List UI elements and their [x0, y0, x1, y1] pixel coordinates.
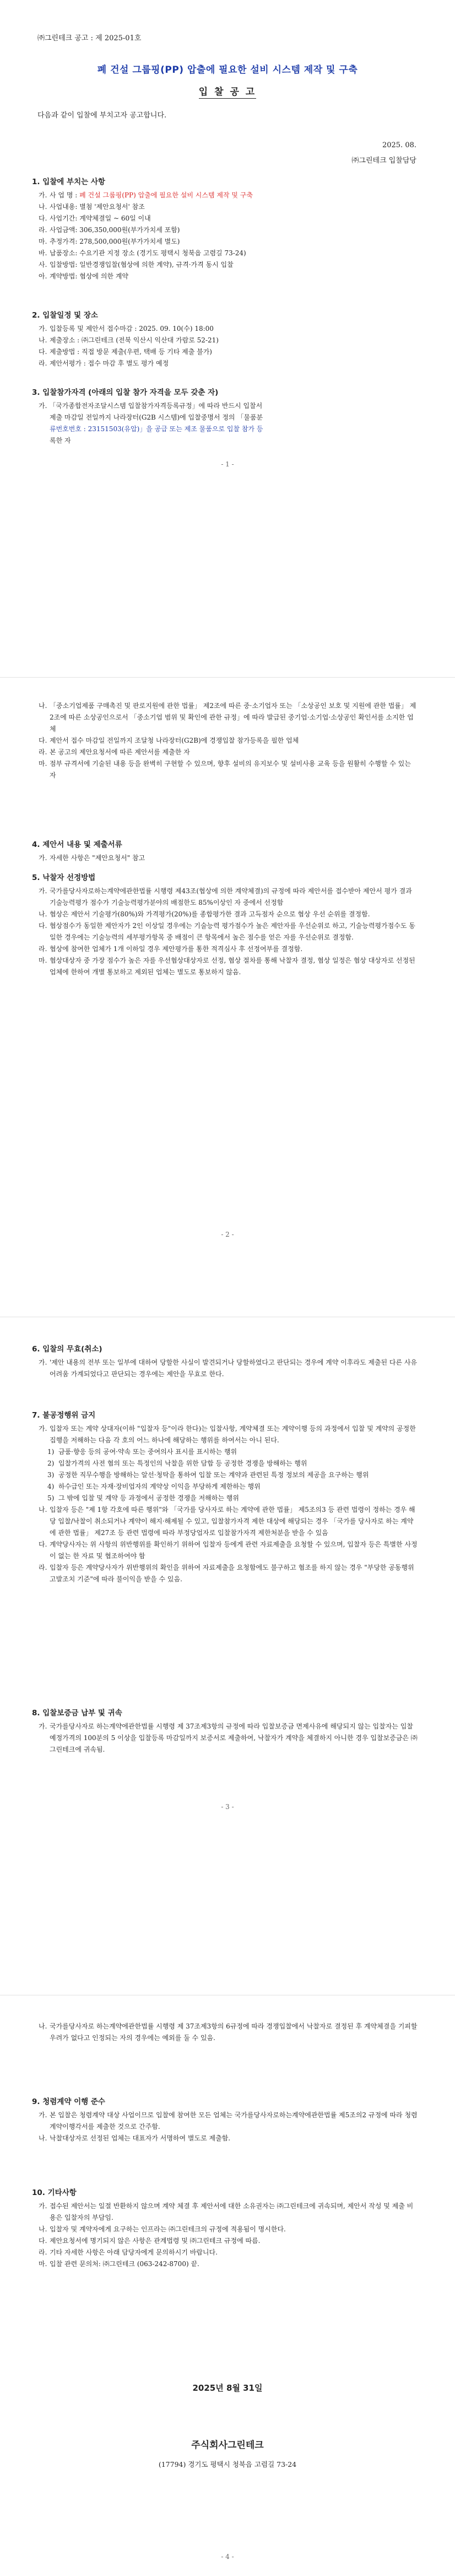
list-item: 마. 협상대상자 중 가장 점수가 높은 자를 우선협상대상자로 선정, 협상 절차를 통해 낙찰자 결정, 협상 일정은 협상 대상자로 선정된 업체에 한하여 개별 통보하고 제외된 업체는 별도로 통보하지 않음. — [39, 957, 415, 976]
page-number: - 2 - — [221, 1231, 234, 1238]
section-5 — [32, 871, 418, 978]
page-number: - 1 - — [221, 460, 234, 468]
section-heading: 10. 기타사항 — [32, 2188, 77, 2197]
list-item: 라. 협상에 참여한 업체가 1개 이하일 경우 제안평가를 통한 적격심사 후 선정여부를 결정함. — [39, 945, 303, 953]
page-3 — [0, 1318, 455, 1996]
list-item: 3) 공정한 직무수행을 방해하는 알선·청탁을 통하여 입찰 또는 계약과 관련된 특정 정보의 제공을 요구하는 행위 — [47, 1471, 369, 1479]
section-7-items — [32, 1423, 418, 1585]
list-item: 가. 본 입찰은 청렴계약 대상 사업이므로 입찰에 참여한 모든 업체는 국가를당사자로하는계약에관한법률 제5조의2 규정에 따라 청렴계약이행각서를 제출한 것으로 간주함. — [39, 2111, 418, 2130]
page-number: - 3 - — [221, 1803, 234, 1811]
section-2 — [32, 309, 418, 369]
section-3-items — [32, 700, 418, 781]
page-4 — [0, 1996, 455, 2576]
page-number: - 4 - — [221, 2553, 234, 2561]
section-7 — [32, 1409, 418, 1585]
section-heading: 3. 입찰참가자격 (아래의 입찰 참가 자격을 모두 갖춘 자) — [32, 388, 219, 397]
section-8-continued — [32, 2021, 418, 2044]
list-item: 가. 자세한 사항은 "제안요청서" 참고 — [39, 854, 145, 862]
list-item: 다. 협상점수가 동일한 제안자가 2인 이상일 경우에는 기술능력 평가점수가 높은 제안자를 우선순위로 하고, 기술능력평가점수도 동일한 경우에는 기술능력의 세부평가항목 중 배점이 큰 항목에서 높은 점수를 얻은 자를 우선순위로 결정함. — [39, 922, 415, 941]
section-10 — [32, 2186, 418, 2270]
section-1 — [32, 175, 418, 282]
list-item: 가. '제안 내용의 전부 또는 일부에 대하여 당할한 사실이 발견되거나 당할하였다고 판단되는 경우에 계약 이후라도 제출된 다른 사유 어려움 가계되었다고 판단되는 경우에는 제안을 무효로 한다. — [39, 1359, 418, 1378]
list-item: 나. 협상은 제안서 기술평가(80%)와 가격평가(20%)를 종합평가한 결과 고득점자 순으로 협상 우선 순위를 결정함. — [39, 910, 370, 918]
section-2-items — [32, 323, 418, 369]
list-item: 2) 입찰가격의 사전 협의 또는 특정인의 낙찰을 위한 담합 등 공정한 경쟁을 방해하는 행위 — [47, 1459, 307, 1467]
section-heading: 5. 낙찰자 선정방법 — [32, 873, 96, 882]
list-item: 나. 낙찰대상자로 선정된 업체는 대표자가 서명하여 별도로 제출함. — [39, 2134, 231, 2142]
section-10-items — [32, 2201, 418, 2270]
list-item: 라. 사업금액: 306,350,000원(부가가치세 포함) — [39, 226, 180, 234]
list-item: 라. 제안서평가 : 접수 마감 후 별도 평가 예정 — [39, 359, 169, 367]
section-heading: 7. 불공정행위 금지 — [32, 1411, 96, 1420]
list-item: 나. 「중소기업제품 구매촉진 및 판로지원에 관한 법률」 제2조에 따른 중·소기업자 또는 「소상공인 보호 및 지원에 관한 법률」 제 2조에 따른 소상공인으로서 「중소기업 범위 및 확인에 관한 규정」에 따라 발급된 중기업·소기업·소상공인 확인서를 소지한 업체 — [39, 702, 416, 733]
list-item: 나. 국가를당사자로 하는계약에관한법률 시행령 제 37조제3항의 6규정에 따라 경쟁입찰에서 낙찰자로 결정된 후 계약체결을 기피할 우려가 없다고 인정되는 자의 경우에는 예외를 둘 수 있음. — [39, 2022, 418, 2042]
notice-date: 2025. 08. — [382, 141, 416, 149]
list-item: 라. 입찰자 등은 계약당사자가 위반행위의 확인을 위하여 자료제출을 요청함에도 불구하고 협조를 하지 않는 경우 "부당한 공동행위 고발조치 기준"에 따라 불이익을 받을 수 있음. — [39, 1564, 414, 1583]
list-item: 가. 입찰자 또는 계약 상대자(이하 "입찰자 등"이라 한다)는 입찰사항, 계약체결 또는 계약이행 등의 과정에서 입찰 및 계약의 공정한 집행을 저해하는 다음 각 호의 어느 하나에 해당하는 행위를 하여서는 아니 된다. — [39, 1425, 416, 1444]
paragraph: 류번호번호 : 23151503(유압)」을 공급 또는 제조 물품으로 입찰 참가 등 — [50, 425, 263, 433]
page-1 — [0, 0, 455, 678]
list-item: 가. 국가를당사자로하는계약에관한법률 시행령 제43조(협상에 의한 계약체결)의 규정에 따라 제안서를 접수받아 제안서 평가 결과 기술능력평가 점수가 기술능력평가분야의 배점한도 85%이상인 자 중에서 선정함 — [39, 887, 412, 906]
section-8-items — [32, 1721, 418, 1756]
section-heading: 2. 입찰일정 및 장소 — [32, 311, 98, 320]
list-item: 가. 국가를당사자로 하는계약에관한법률 시행령 제 37조제3항의 규정에 따라 입찰보증금 면제사유에 해당되지 않는 입찰자는 입찰예정가격의 100분의 5 이상을 입찰등록 마감일까지 보증서로 제출하여, 낙찰자가 계약을 체결하지 아니한 경우 입찰보증금은 ㈜그린테크에 귀속됨. — [39, 1722, 418, 1753]
list-item: 다. 제안요청서에 명기되지 않은 사항은 관계법령 및 ㈜그린테크 규정에 따름. — [39, 2237, 261, 2245]
section-heading: 1. 입찰에 부치는 사항 — [32, 178, 105, 186]
list-item: 나. 제출장소 : ㈜그린테크 (전북 익산시 익산대 가람로 52-21) — [39, 336, 219, 344]
list-item: 바. 납품장소: 수요기관 지정 장소 (경기도 평택시 청북읍 고렴길 73-24) — [39, 249, 246, 257]
page-divider — [0, 677, 455, 678]
section-heading: 8. 입찰보증금 납부 및 귀속 — [32, 1709, 122, 1718]
list-item: 마. 입찰 관련 문의처: ㈜그린테크 (063-242-8700) 끝. — [39, 2260, 199, 2268]
paragraph: 가. 「국가종합전자조달시스템 입찰참가자격등록규정」에 따라 반드시 입찰서 — [39, 402, 263, 410]
list-item: 나. 입찰자 등은 "제 1항 각호에 따른 행위"와 「국가를 당사자로 하는 계약에 관한 법률」 제5조의3 등 관련 법령이 정하는 경우 해당 입찰/낙찰이 취소되거나 계약이 해지·해제될 수 있고, 입찰참가자격 제한 대상에 해당되는 경우 「국가를 당사자로 하는 계약에 관한 법률」 제27조 등 관련 법령에 따라 부정당업자로 입찰참가자격 제한처분을 받을 수 있음 — [39, 1506, 415, 1537]
section-4 — [32, 838, 418, 864]
list-item: 가. 사 업 명 : 폐 건설 그룹핑(PP) 압출에 필요한 설비 시스템 제작 및 구축 — [39, 191, 253, 199]
list-item: 라. 기타 자세한 사항은 아래 담당자에게 문의하시기 바랍니다. — [39, 2248, 218, 2256]
section-8-items-continued — [32, 2021, 418, 2044]
list-item: 가. 입찰등록 및 제안서 접수마감 : 2025. 09. 10(수) 18:00 — [39, 325, 214, 332]
list-item: 마. 추정가격: 278,500,000원(부가가치세 별도) — [39, 238, 180, 245]
list-item: 사. 입찰방법: 일반경쟁입찰(협상에 의한 계약), 규격·가격 동시 입찰 — [39, 261, 234, 269]
list-item: 5) 그 밖에 입찰 및 계약 등 과정에서 공정한 경쟁을 저해하는 행위 — [47, 1494, 239, 1502]
list-item: 가. 접수된 제안서는 일절 반환하지 않으며 계약 체결 후 제안서에 대한 소유권자는 ㈜그린테크에 귀속되며, 제안서 작성 및 제출 비용은 입찰자의 부담임. — [39, 2202, 414, 2221]
issuer: ㈜그린테크 입찰담당 — [351, 157, 416, 165]
list-item: 마. 점부 규격서에 기술된 내용 등을 완벽히 구현할 수 있으며, 향후 설비의 유지보수 및 설비사용 교육 등을 원활히 수행할 수 있는 자 — [39, 760, 411, 779]
section-1-items — [32, 190, 418, 282]
list-item: 다. 제출방법 : 직접 방문 제출(우편, 택배 등 기타 제출 불가) — [39, 348, 212, 356]
company-address: (17794) 경기도 평택시 청북읍 고렴길 73-24 — [158, 2460, 297, 2468]
notice-number: ㈜그린테크 공고 : 제 2025-01호 — [37, 34, 142, 42]
page-title: 폐 건설 그룹핑(PP) 압출에 필요한 설비 시스템 제작 및 구축 — [97, 65, 358, 76]
section-3-continued — [32, 700, 418, 781]
section-heading: 6. 입찰의 무효(취소) — [32, 1345, 102, 1354]
list-item: 라. 본 공고의 제안요청서에 따른 제안서를 제출한 자 — [39, 748, 190, 756]
section-6-items — [32, 1357, 418, 1380]
paragraph: 록한 자 — [50, 437, 71, 444]
sign-date: 2025년 8월 31일 — [192, 2383, 263, 2393]
list-item: 나. 입찰자 및 계약자에게 요구하는 인프라는 ㈜그린테크의 규정에 적용됨이 명시한다. — [39, 2225, 286, 2233]
section-9-items — [32, 2110, 418, 2144]
notice-subtitle: 입 찰 공 고 — [198, 87, 257, 98]
paragraph: 제출 마감일 전일까지 나라장터(G2B 시스템)에 입찰중명서 정의 「물품분 — [50, 414, 263, 421]
list-item: 1) 금품·향응 등의 공여·약속 또는 중여의사 표시를 표시하는 행위 — [47, 1448, 237, 1456]
section-heading: 4. 제안서 내용 및 제출서류 — [32, 840, 122, 849]
page-2 — [0, 678, 455, 1318]
list-item: 다. 사업기간: 계약체결일 ~ 60일 이내 — [39, 214, 151, 222]
list-item: 나. 사업내용: 별첨 '제안요청서' 참조 — [39, 203, 145, 211]
section-heading: 9. 청렴계약 이행 준수 — [32, 2097, 105, 2106]
intro-text: 다음과 같이 입찰에 부치고자 공고합니다. — [37, 111, 167, 120]
list-item: 다. 계약당사자는 위 사항의 위반행위를 확인하기 위하여 입찰자 등에게 관련 자료제출을 요청할 수 있으며, 입찰자 등은 특별한 사정이 없는 한 자료 및 협조하여야 함 — [39, 1541, 418, 1560]
section-6 — [32, 1343, 418, 1380]
section-9 — [32, 2095, 418, 2144]
list-item: 4) 하수급인 또는 자재·장비업자의 계약상 이익을 부당하게 제한하는 행위 — [47, 1483, 261, 1490]
list-item: 다. 제안서 접수 마감일 전일까지 조달청 나라장터(G2B)에 경쟁입찰 참가등록을 필한 업체 — [39, 737, 299, 744]
section-4-items — [32, 852, 418, 864]
section-8 — [32, 1706, 418, 1756]
list-item: 아. 계약방법: 협상에 의한 계약 — [39, 272, 128, 280]
company-name: 주식회사그린테크 — [191, 2440, 264, 2451]
section-5-items — [32, 886, 418, 978]
section-3 — [32, 386, 418, 447]
